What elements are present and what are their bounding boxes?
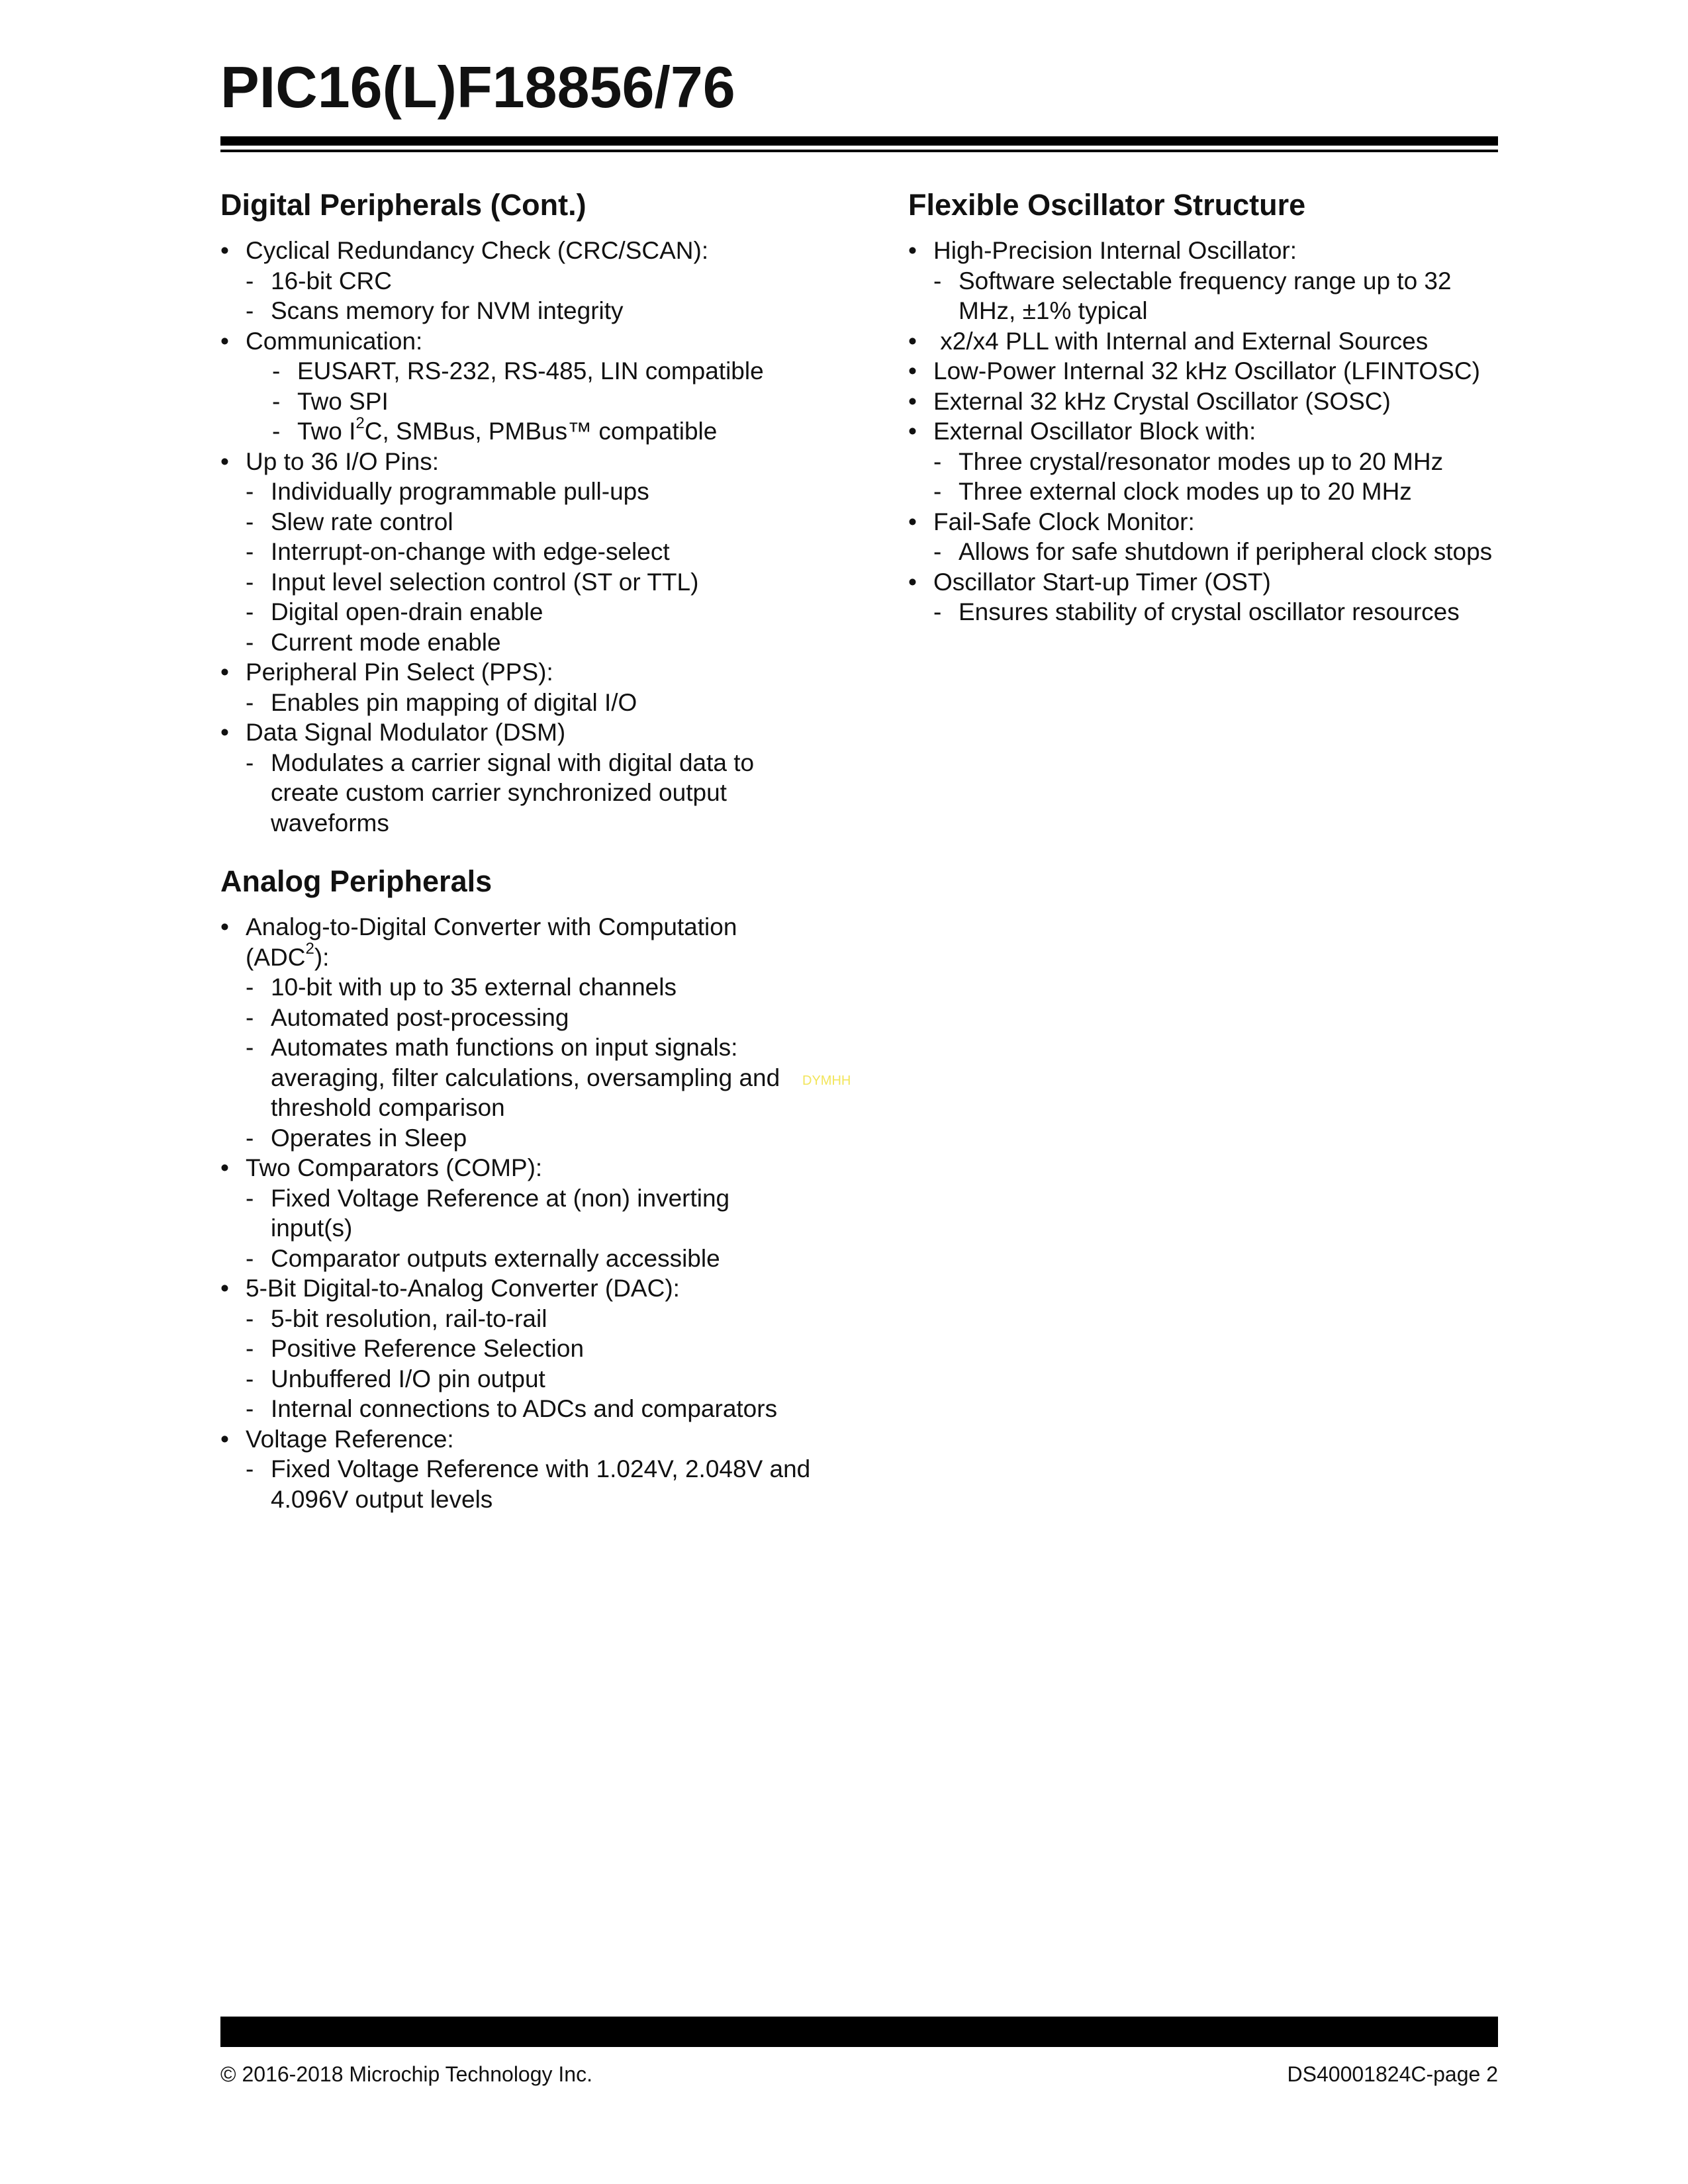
dash-icon: - xyxy=(933,478,942,505)
bullet-icon: • xyxy=(908,508,917,535)
dash-icon: - xyxy=(246,628,254,656)
bullet-icon: • xyxy=(220,1154,229,1181)
dash-icon: - xyxy=(246,1304,254,1332)
item-label: External Oscillator Block with: xyxy=(933,418,1256,445)
item-label: Voltage Reference: xyxy=(246,1425,454,1453)
list-item-dac xyxy=(220,1273,816,1424)
digital-peripherals-list xyxy=(220,236,816,838)
sub-item: - Allows for safe shutdown if peripheral clock stops xyxy=(933,537,1504,567)
dash-icon: - xyxy=(246,1244,254,1272)
sub-item: - Individually programmable pull-ups xyxy=(246,477,816,507)
list-item-adc xyxy=(220,912,816,1153)
sub-item: - Internal connections to ADCs and comparators xyxy=(246,1394,816,1424)
bullet-icon: • xyxy=(220,913,229,940)
bullet-icon: • xyxy=(908,357,917,385)
dash-icon: - xyxy=(246,598,254,625)
document-title: PIC16(L)F18856/76 xyxy=(220,54,735,120)
list-item-voltage-reference xyxy=(220,1424,816,1515)
bullet-icon: • xyxy=(220,659,229,686)
sub-item: - 16-bit CRC xyxy=(246,266,816,296)
list-item-hp-internal-osc xyxy=(908,236,1504,326)
list-item-sosc xyxy=(908,387,1504,417)
sub-item: - Input level selection control (ST or TTL) xyxy=(246,567,816,598)
section-heading-analog-peripherals: Analog Peripherals xyxy=(220,864,492,898)
dash-icon: - xyxy=(246,1034,254,1061)
footer-page-number: DS40001824C-page 2 xyxy=(1287,2062,1498,2086)
item-label: Peripheral Pin Select (PPS): xyxy=(246,659,553,686)
bullet-icon: • xyxy=(908,237,917,264)
dash-icon: - xyxy=(246,508,254,535)
footer-bar xyxy=(220,2017,1498,2047)
item-label: Two Comparators (COMP): xyxy=(246,1154,543,1181)
header-rule-thin xyxy=(220,150,1498,152)
dash-icon: - xyxy=(246,267,254,295)
list-item-crc xyxy=(220,236,816,326)
dash-icon: - xyxy=(246,688,254,716)
sub-item: - Digital open-drain enable xyxy=(246,597,816,627)
dash-icon: - xyxy=(246,1335,254,1362)
dash-icon: - xyxy=(246,478,254,505)
sub-item: - Comparator outputs externally accessible xyxy=(246,1244,816,1274)
list-item-dsm xyxy=(220,717,816,838)
item-label: External 32 kHz Crystal Oscillator (SOSC) xyxy=(933,387,1391,415)
dash-icon: - xyxy=(246,1395,254,1422)
list-item-io-pins xyxy=(220,447,816,658)
item-label: Communication: xyxy=(246,327,423,355)
item-label: High-Precision Internal Oscillator: xyxy=(933,237,1297,264)
bullet-icon: • xyxy=(220,719,229,746)
dash-icon: - xyxy=(272,418,281,445)
section-heading-flexible-oscillator: Flexible Oscillator Structure xyxy=(908,188,1306,222)
dash-icon: - xyxy=(246,749,254,776)
item-label: Low-Power Internal 32 kHz Oscillator (LFINTOSC) xyxy=(933,357,1480,385)
sub-item: - Scans memory for NVM integrity xyxy=(246,296,816,326)
dash-icon: - xyxy=(933,267,942,295)
dash-icon: - xyxy=(933,447,942,475)
sub-item: - Fixed Voltage Reference at (non) inverting input(s) xyxy=(246,1184,730,1242)
list-item-ost xyxy=(908,567,1504,627)
left-column xyxy=(220,185,816,1514)
item-label: Cyclical Redundancy Check (CRC/SCAN): xyxy=(246,237,709,264)
list-item-fail-safe-monitor xyxy=(908,507,1504,567)
item-label: Fail-Safe Clock Monitor: xyxy=(933,508,1195,535)
dash-icon: - xyxy=(272,387,281,415)
dash-icon: - xyxy=(246,568,254,596)
sub-item: - Current mode enable xyxy=(246,627,816,658)
bullet-icon: • xyxy=(908,568,917,596)
sub-item: - Operates in Sleep xyxy=(246,1123,816,1154)
sub-item: - 10-bit with up to 35 external channels xyxy=(246,972,816,1003)
sub-item: - Fixed Voltage Reference with 1.024V, 2.048V and 4.096V output levels xyxy=(246,1455,811,1513)
header-rule-thick xyxy=(220,136,1498,146)
sub-item: - Positive Reference Selection xyxy=(246,1334,816,1364)
bullet-icon: • xyxy=(908,418,917,445)
list-item-communication xyxy=(220,326,816,447)
sub-item: - 5-bit resolution, rail-to-rail xyxy=(246,1304,816,1334)
dash-icon: - xyxy=(933,598,942,625)
section-heading-digital-peripherals: Digital Peripherals (Cont.) xyxy=(220,188,586,222)
sub-item: - Enables pin mapping of digital I/O xyxy=(246,688,816,718)
sub-item: - Three external clock modes up to 20 MHz xyxy=(933,477,1504,507)
bullet-icon: • xyxy=(220,1425,229,1453)
item-label: Oscillator Start-up Timer (OST) xyxy=(933,568,1271,596)
bullet-icon: • xyxy=(220,1275,229,1302)
sub-item: - Automated post-processing xyxy=(246,1003,816,1033)
watermark: DYMHH xyxy=(802,1073,851,1088)
sub-item: - EUSART, RS-232, RS-485, LIN compatible xyxy=(272,356,816,387)
analog-peripherals-list xyxy=(220,912,816,1514)
dash-icon: - xyxy=(246,1124,254,1152)
list-item-comparators xyxy=(220,1153,816,1273)
sub-item: - Three crystal/resonator modes up to 20 MHz xyxy=(933,447,1504,477)
list-item-pll xyxy=(908,326,1504,357)
dash-icon: - xyxy=(246,974,254,1001)
dash-icon: - xyxy=(246,1003,254,1031)
sub-item: - Software selectable frequency range up to 32 MHz, ±1% typical xyxy=(933,267,1452,324)
item-label: Analog-to-Digital Converter with Computation (ADC$^2$): xyxy=(246,913,737,971)
list-item-external-osc-block xyxy=(908,416,1504,507)
bullet-icon: • xyxy=(220,447,229,475)
sub-item: - Slew rate control xyxy=(246,507,816,537)
dash-icon: - xyxy=(246,1365,254,1392)
dash-icon: - xyxy=(246,1184,254,1212)
footer-copyright: © 2016-2018 Microchip Technology Inc. xyxy=(220,2062,592,2086)
dash-icon: - xyxy=(246,297,254,324)
bullet-icon: • xyxy=(908,387,917,415)
list-item-lfintosc xyxy=(908,356,1504,387)
bullet-icon: • xyxy=(908,327,917,355)
item-label: Up to 36 I/O Pins: xyxy=(246,447,440,475)
sub-item: - Modulates a carrier signal with digital data to create custom carrier synchronized output waveforms xyxy=(246,749,755,837)
right-column xyxy=(908,185,1504,627)
dash-icon: - xyxy=(246,538,254,565)
sub-item: - Interrupt-on-change with edge-select xyxy=(246,537,816,567)
dash-icon: - xyxy=(246,1455,254,1482)
sub-item: - Unbuffered I/O pin output xyxy=(246,1364,816,1394)
dash-icon: - xyxy=(272,357,281,385)
dash-icon: - xyxy=(933,538,942,565)
item-label: 5-Bit Digital-to-Analog Converter (DAC): xyxy=(246,1275,680,1302)
sub-item: - Automates math functions on input signals: averaging, filter calculations, oversampling and threshold comparison xyxy=(246,1034,780,1121)
item-label: Data Signal Modulator (DSM) xyxy=(246,719,566,746)
list-item-pps xyxy=(220,657,816,717)
bullet-icon: • xyxy=(220,237,229,264)
bullet-icon: • xyxy=(220,327,229,355)
sub-item: - Ensures stability of crystal oscillator resources xyxy=(933,597,1504,627)
oscillator-list xyxy=(908,236,1504,627)
sub-item: - Two SPI xyxy=(272,387,816,417)
item-label: x2/x4 PLL with Internal and External Sources xyxy=(933,327,1429,355)
sub-item: - Two $I^2C$, SMBus, PMBus™ compatible xyxy=(272,416,816,447)
